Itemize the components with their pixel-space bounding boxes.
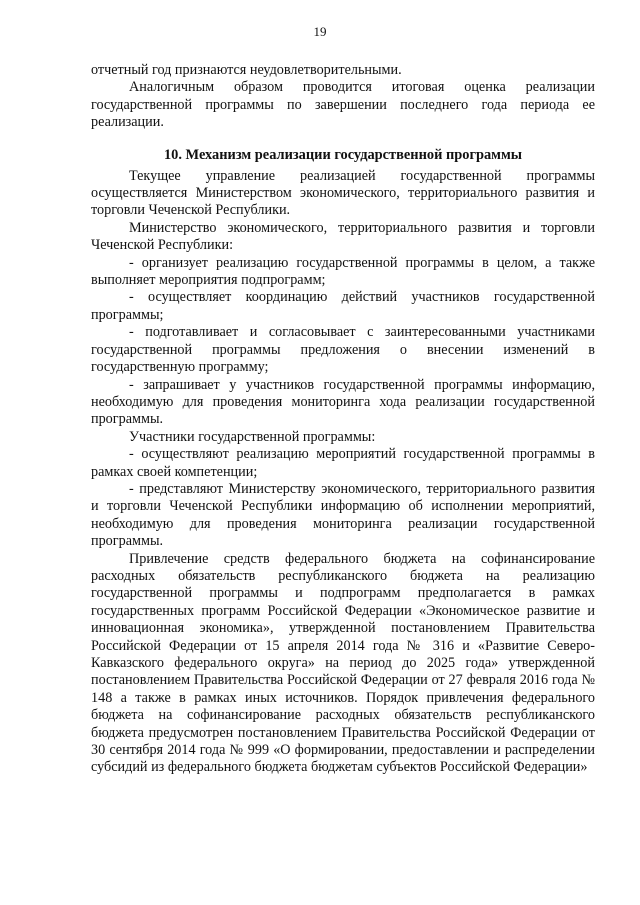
page-number: 19 xyxy=(313,24,327,39)
list-item: - представляют Министерству экономического, территориального развития и торговли Чеченской Республики информацию об исполнении мероприятий, необходимую для проведения мониторинга реализации государственной программы. xyxy=(91,480,595,550)
list-item: - организует реализацию государственной программы в целом, а также выполняет мероприятия подпрограмм; xyxy=(91,254,595,289)
paragraph: Министерство экономического, территориального развития и торговли Чеченской Республики: xyxy=(91,219,595,254)
paragraph: Текущее управление реализацией государственной программы осуществляется Министерством экономического, территориального развития и торговли Чеченской Республики. xyxy=(91,167,595,219)
paragraph: Участники государственной программы: xyxy=(129,428,376,445)
paragraph: Привлечение средств федерального бюджета на софинансирование расходных обязательств республиканского бюджета на реализацию государственной программы и подпрограмм предполагается в рамках государственных программ Российской Федерации «Экономическое развитие и инновационная экономика», утвержденной постановлением Правительства Российской Федерации от 15 апреля 2014 года № 316 и «Развитие Северо-Кавказского федерального округа» на период до 2025 года» утвержденной постановлением Правительства Российской Федерации от 27 февраля 2016 года № 148 а также в рамках иных источников. Порядок привлечения федерального бюджета на софинансирование расходных обязательств республиканского бюджета предусмотрен постановлением Правительства Российской Федерации от 30 сентября 2014 года № 999 «О формировании, предоставлении и распределении субсидий из федерального бюджета бюджетам субъектов Российской Федерации» xyxy=(91,550,595,776)
paragraph: отчетный год признаются неудовлетворительными. xyxy=(91,62,402,78)
list-item: - осуществляет координацию действий участников государственной программы; xyxy=(91,289,595,323)
list-item: - запрашивает у участников государственной программы информацию, необходимую для проведения мониторинга хода реализации государственной программы. xyxy=(91,376,595,428)
document-body xyxy=(91,62,595,777)
list-item: - подготавливает и согласовывает с заинтересованными участниками государственной программы предложения о внесении изменений в государственную программу; xyxy=(91,324,595,376)
list-item: - осуществляют реализацию мероприятий государственной программы в рамках своей компетенции; xyxy=(91,446,595,480)
section-heading: 10. Механизм реализации государственной программы xyxy=(163,146,523,163)
paragraph: Аналогичным образом проводится итоговая оценка реализации государственной программы по завершении последнего года периода ее реализации. xyxy=(91,79,595,131)
